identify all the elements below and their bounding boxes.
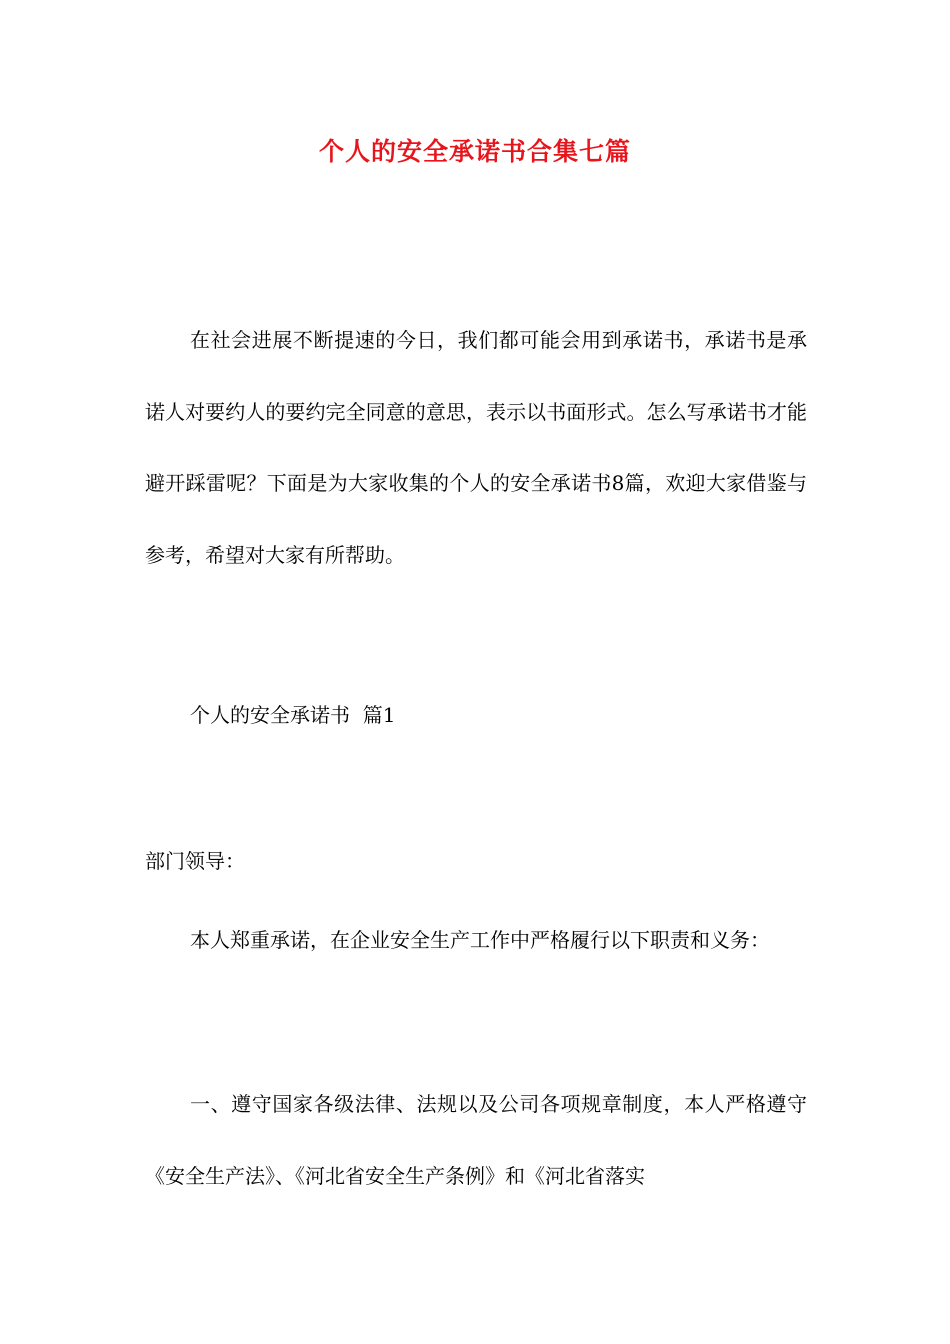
promise-paragraph: 本人郑重承诺，在企业安全生产工作中严格履行以下职责和义务： (190, 928, 770, 952)
document-title: 个人的安全承诺书合集七篇 (318, 137, 631, 166)
salutation: 部门领导： (145, 849, 245, 873)
item-1-paragraph: 一、遵守国家各级法律、法规以及公司各项规章制度，本人严格遵守《安全生产法》、《河北省安全生产条例》和《河北省落实 (145, 1092, 807, 1188)
section-heading: 个人的安全承诺书 篇1 (190, 703, 396, 727)
intro-paragraph: 在社会进展不断提速的今日，我们都可能会用到承诺书，承诺书是承诺人对要约人的要约完全同意的意思，表示以书面形式。怎么写承诺书才能避开踩雷呢？下面是为大家收集的个人的安全承诺书8篇，欢迎大家借鉴与参考，希望对大家有所帮助。 (145, 328, 807, 567)
